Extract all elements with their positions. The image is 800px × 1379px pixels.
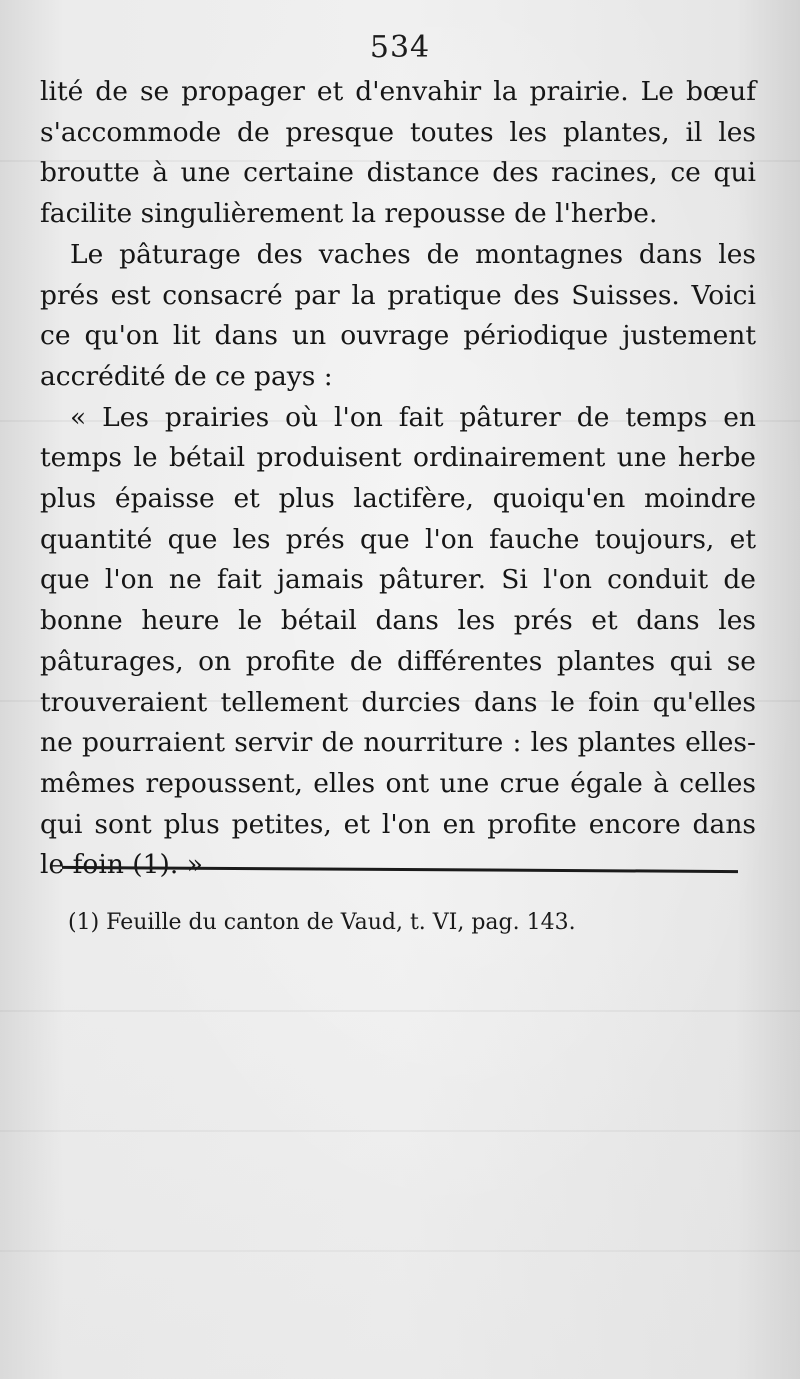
paragraph-quotation: « Les prairies où l'on fait pâturer de temps en temps le bétail produisent ordinairement une herbe plus épaisse et plus lactifère, quoiqu'en moindre quantité que les prés que l'on fauche toujours, et que l'on ne fait jamais pâturer. Si l'on conduit de bonne heure le bétail dans les prés et dans les pâturages, on profite de différentes plantes qui se trouveraient tellement durcies dans le foin qu'elles ne pourraient servir de nourriture : les plantes elles-mêmes repoussent, elles ont une crue égale à celles qui sont plus petites, et l'on en profite encore dans le foin (1). » [40,401,756,881]
paragraph-swiss-practice: Le pâturage des vaches de montagnes dans les prés est consacré par la pratique des Suisses. Voici ce qu'on lit dans un ouvrage périodique justement accrédité de ce pays : [40,238,756,392]
blank-lower-page [0,950,800,1379]
footnote: (1) Feuille du canton de Vaud, t. VI, pag. 143. [68,910,576,935]
paragraph-continuation: lité de se propager et d'envahir la prairie. Le bœuf s'accommode de presque toutes les plantes, il les broutte à une certaine distance des racines, ce qui facilite singulièrement la repousse de l'herbe. [40,76,756,230]
body-text [40,72,756,886]
page-number: 534 [369,30,431,65]
